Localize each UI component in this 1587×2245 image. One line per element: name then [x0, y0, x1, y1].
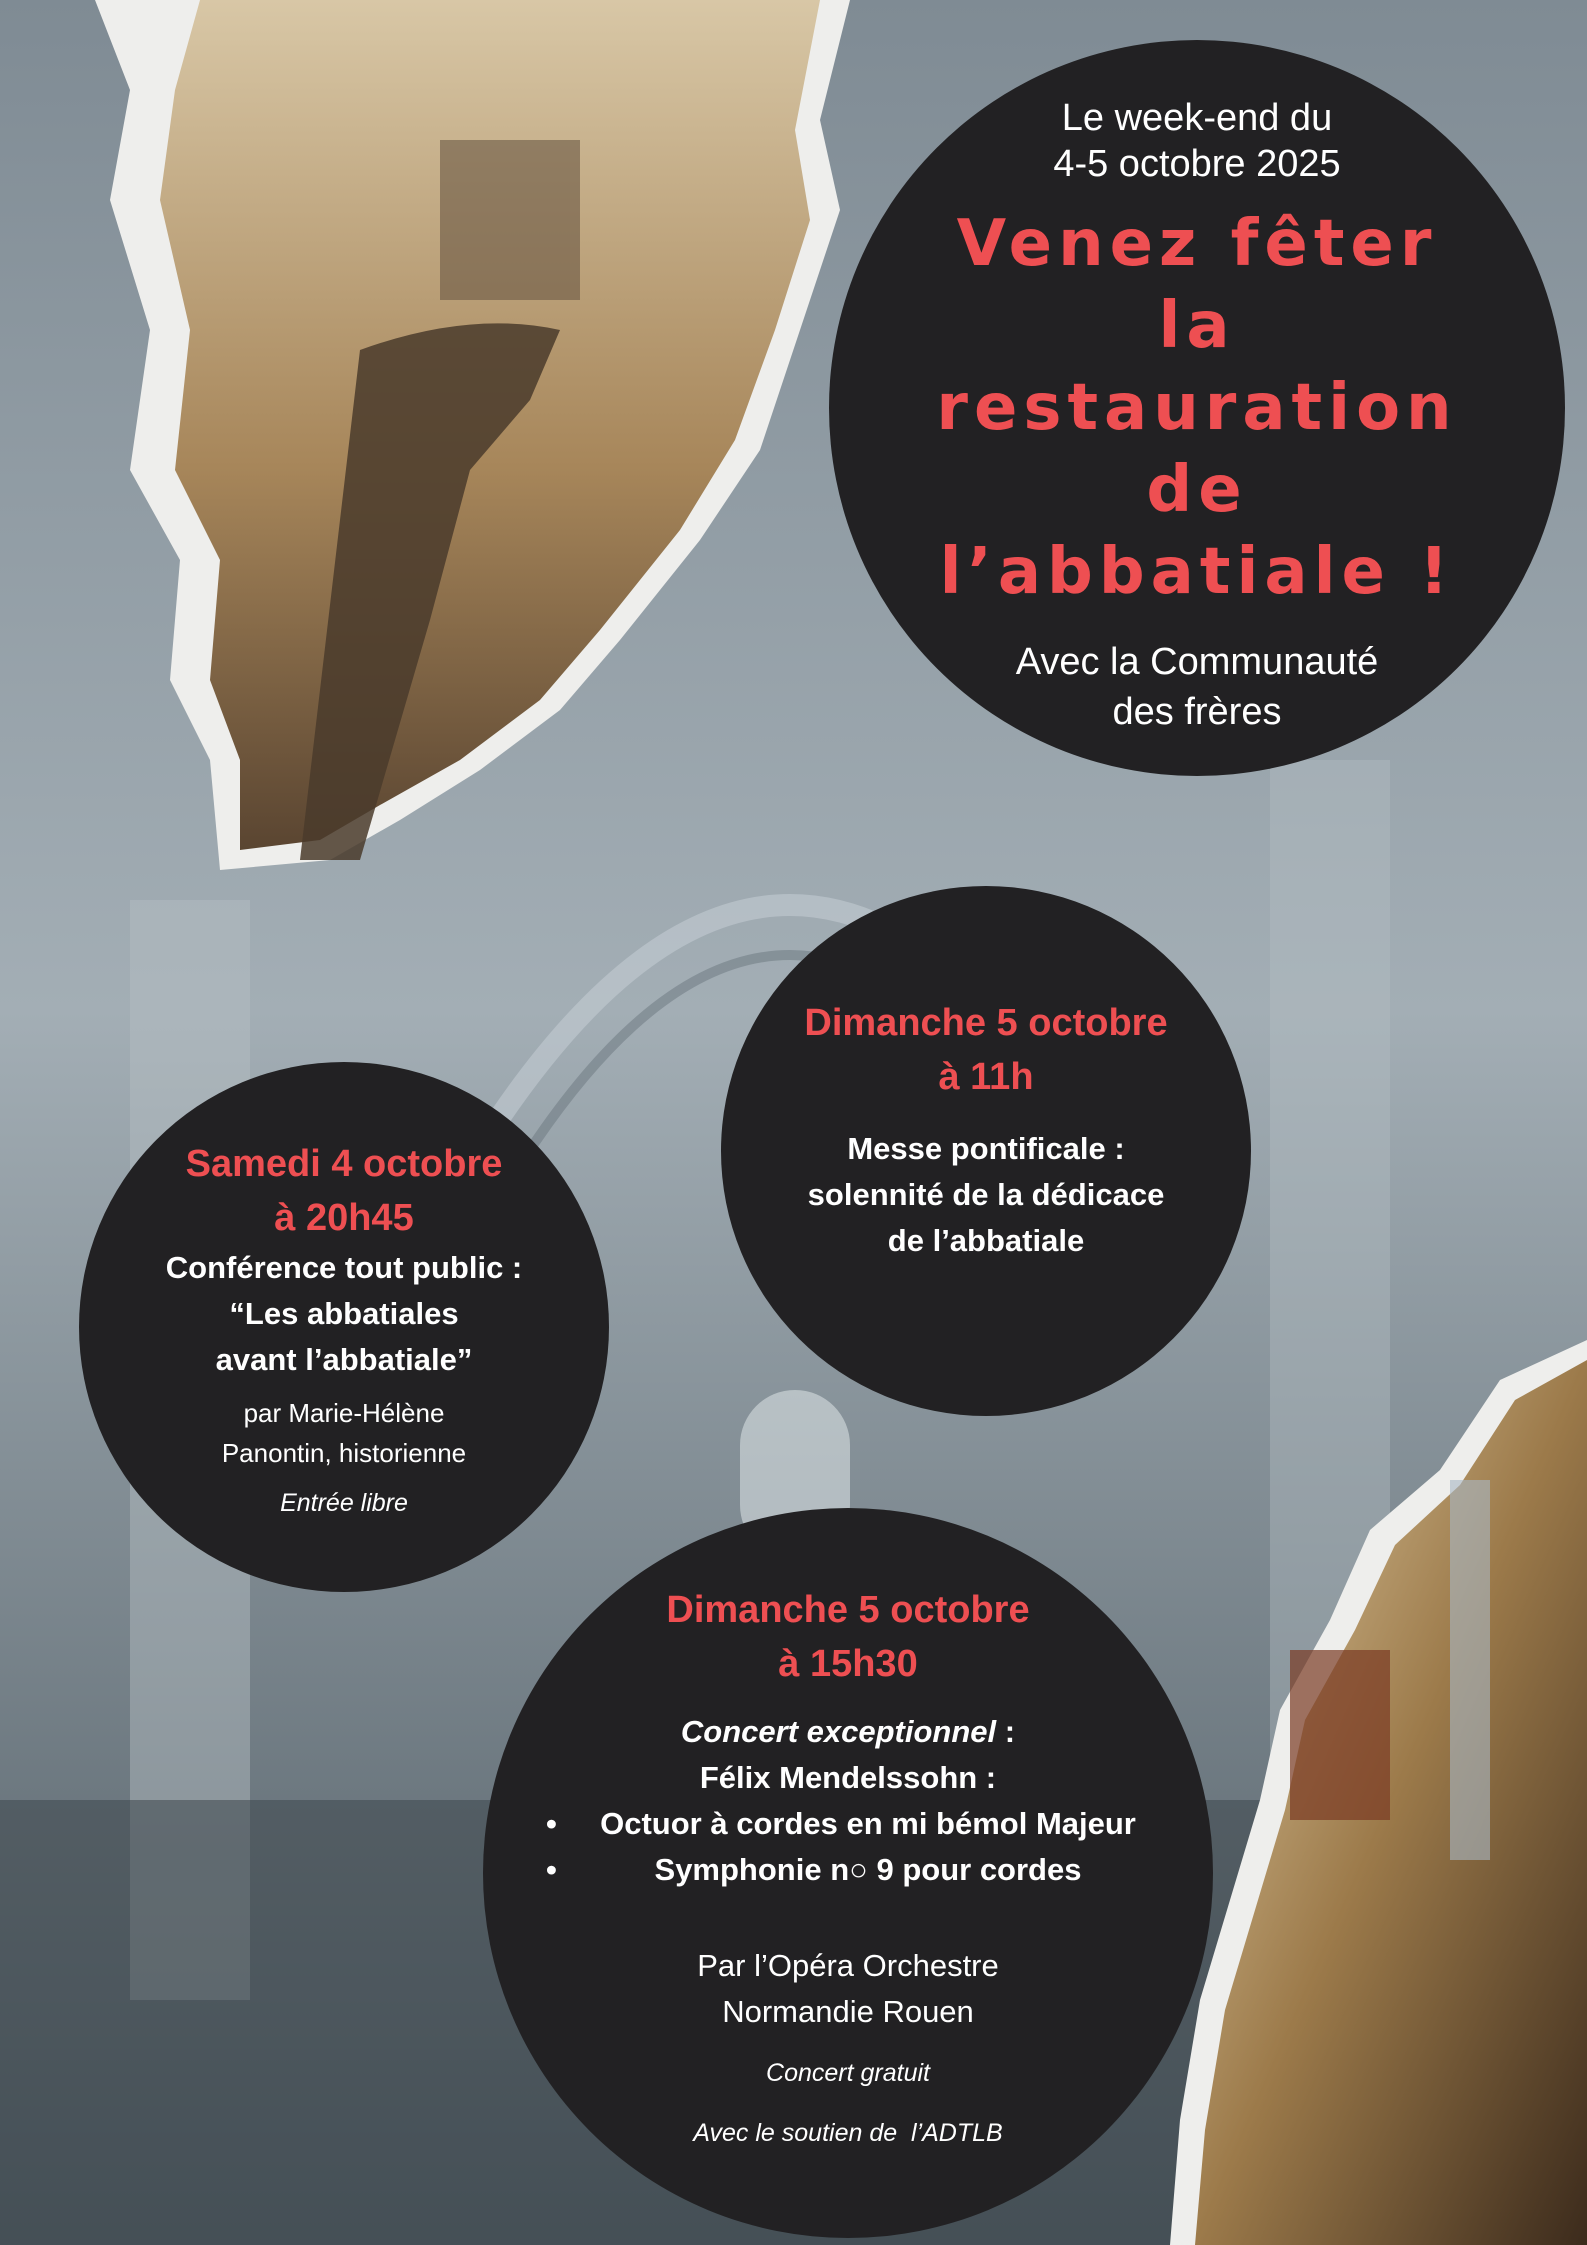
event-sunday-concert-circle: [483, 1508, 1213, 2238]
saturday-time: à 20h45: [274, 1197, 414, 1239]
concert-sponsor: Avec le soutien de l’ADTLB: [693, 2119, 1003, 2147]
subtitle-line-1: Avec la Communauté: [1015, 641, 1379, 683]
event-saturday-circle: [79, 1062, 609, 1592]
concert-works-list: [528, 1801, 1168, 1893]
title-line-4: de: [1146, 453, 1248, 527]
saturday-speaker-line-2: Panontin, historienne: [221, 1438, 467, 1468]
header-circle: [829, 40, 1565, 776]
concert-work-item: • Symphonie n○ 9 pour cordes: [568, 1847, 1168, 1893]
title-line-2: la: [1158, 289, 1236, 363]
mass-time: à 11h: [938, 1056, 1034, 1098]
subtitle-line-2: des frères: [1112, 691, 1282, 733]
saturday-date: Samedi 4 octobre: [185, 1143, 503, 1185]
saturday-desc-line-2: “Les abbatiales: [229, 1296, 459, 1331]
saturday-desc-line-3: avant l’abbatiale”: [215, 1342, 473, 1377]
saturday-speaker-line-1: par Marie-Hélène: [243, 1398, 445, 1428]
mass-desc-line-1: Messe pontificale :: [847, 1131, 1125, 1166]
title-line-3: restauration: [936, 371, 1458, 445]
mass-desc-line-3: de l’abbatiale: [887, 1223, 1085, 1258]
event-sunday-mass-circle: [721, 886, 1251, 1416]
concert-date: Dimanche 5 octobre: [666, 1589, 1030, 1631]
concert-note: Concert gratuit: [766, 2059, 930, 2087]
mass-date: Dimanche 5 octobre: [804, 1002, 1168, 1044]
concert-work-item: • Octuor à cordes en mi bémol Majeur: [568, 1801, 1168, 1847]
intro-line-2: 4-5 octobre 2025: [1053, 143, 1341, 185]
concert-performer-line-2: Normandie Rouen: [722, 1994, 974, 2029]
title-line-1: Venez fêter: [956, 207, 1438, 281]
concert-headline-colon: :: [996, 1714, 1016, 1749]
concert-time: à 15h30: [778, 1643, 918, 1685]
page-title: [829, 203, 1565, 613]
intro-line-1: Le week-end du: [1061, 97, 1333, 139]
title-line-5: l’abbatiale !: [939, 535, 1455, 609]
saturday-desc-line-1: Conférence tout public :: [165, 1250, 523, 1285]
mass-desc-line-2: solennité de la dédicace: [807, 1177, 1165, 1212]
saturday-note: Entrée libre: [280, 1489, 408, 1517]
concert-composer: Félix Mendelssohn :: [699, 1760, 997, 1795]
concert-headline: [483, 1709, 1213, 1755]
concert-performer-line-1: Par l’Opéra Orchestre: [697, 1948, 999, 1983]
concert-headline-italic: Concert exceptionnel: [680, 1714, 997, 1749]
